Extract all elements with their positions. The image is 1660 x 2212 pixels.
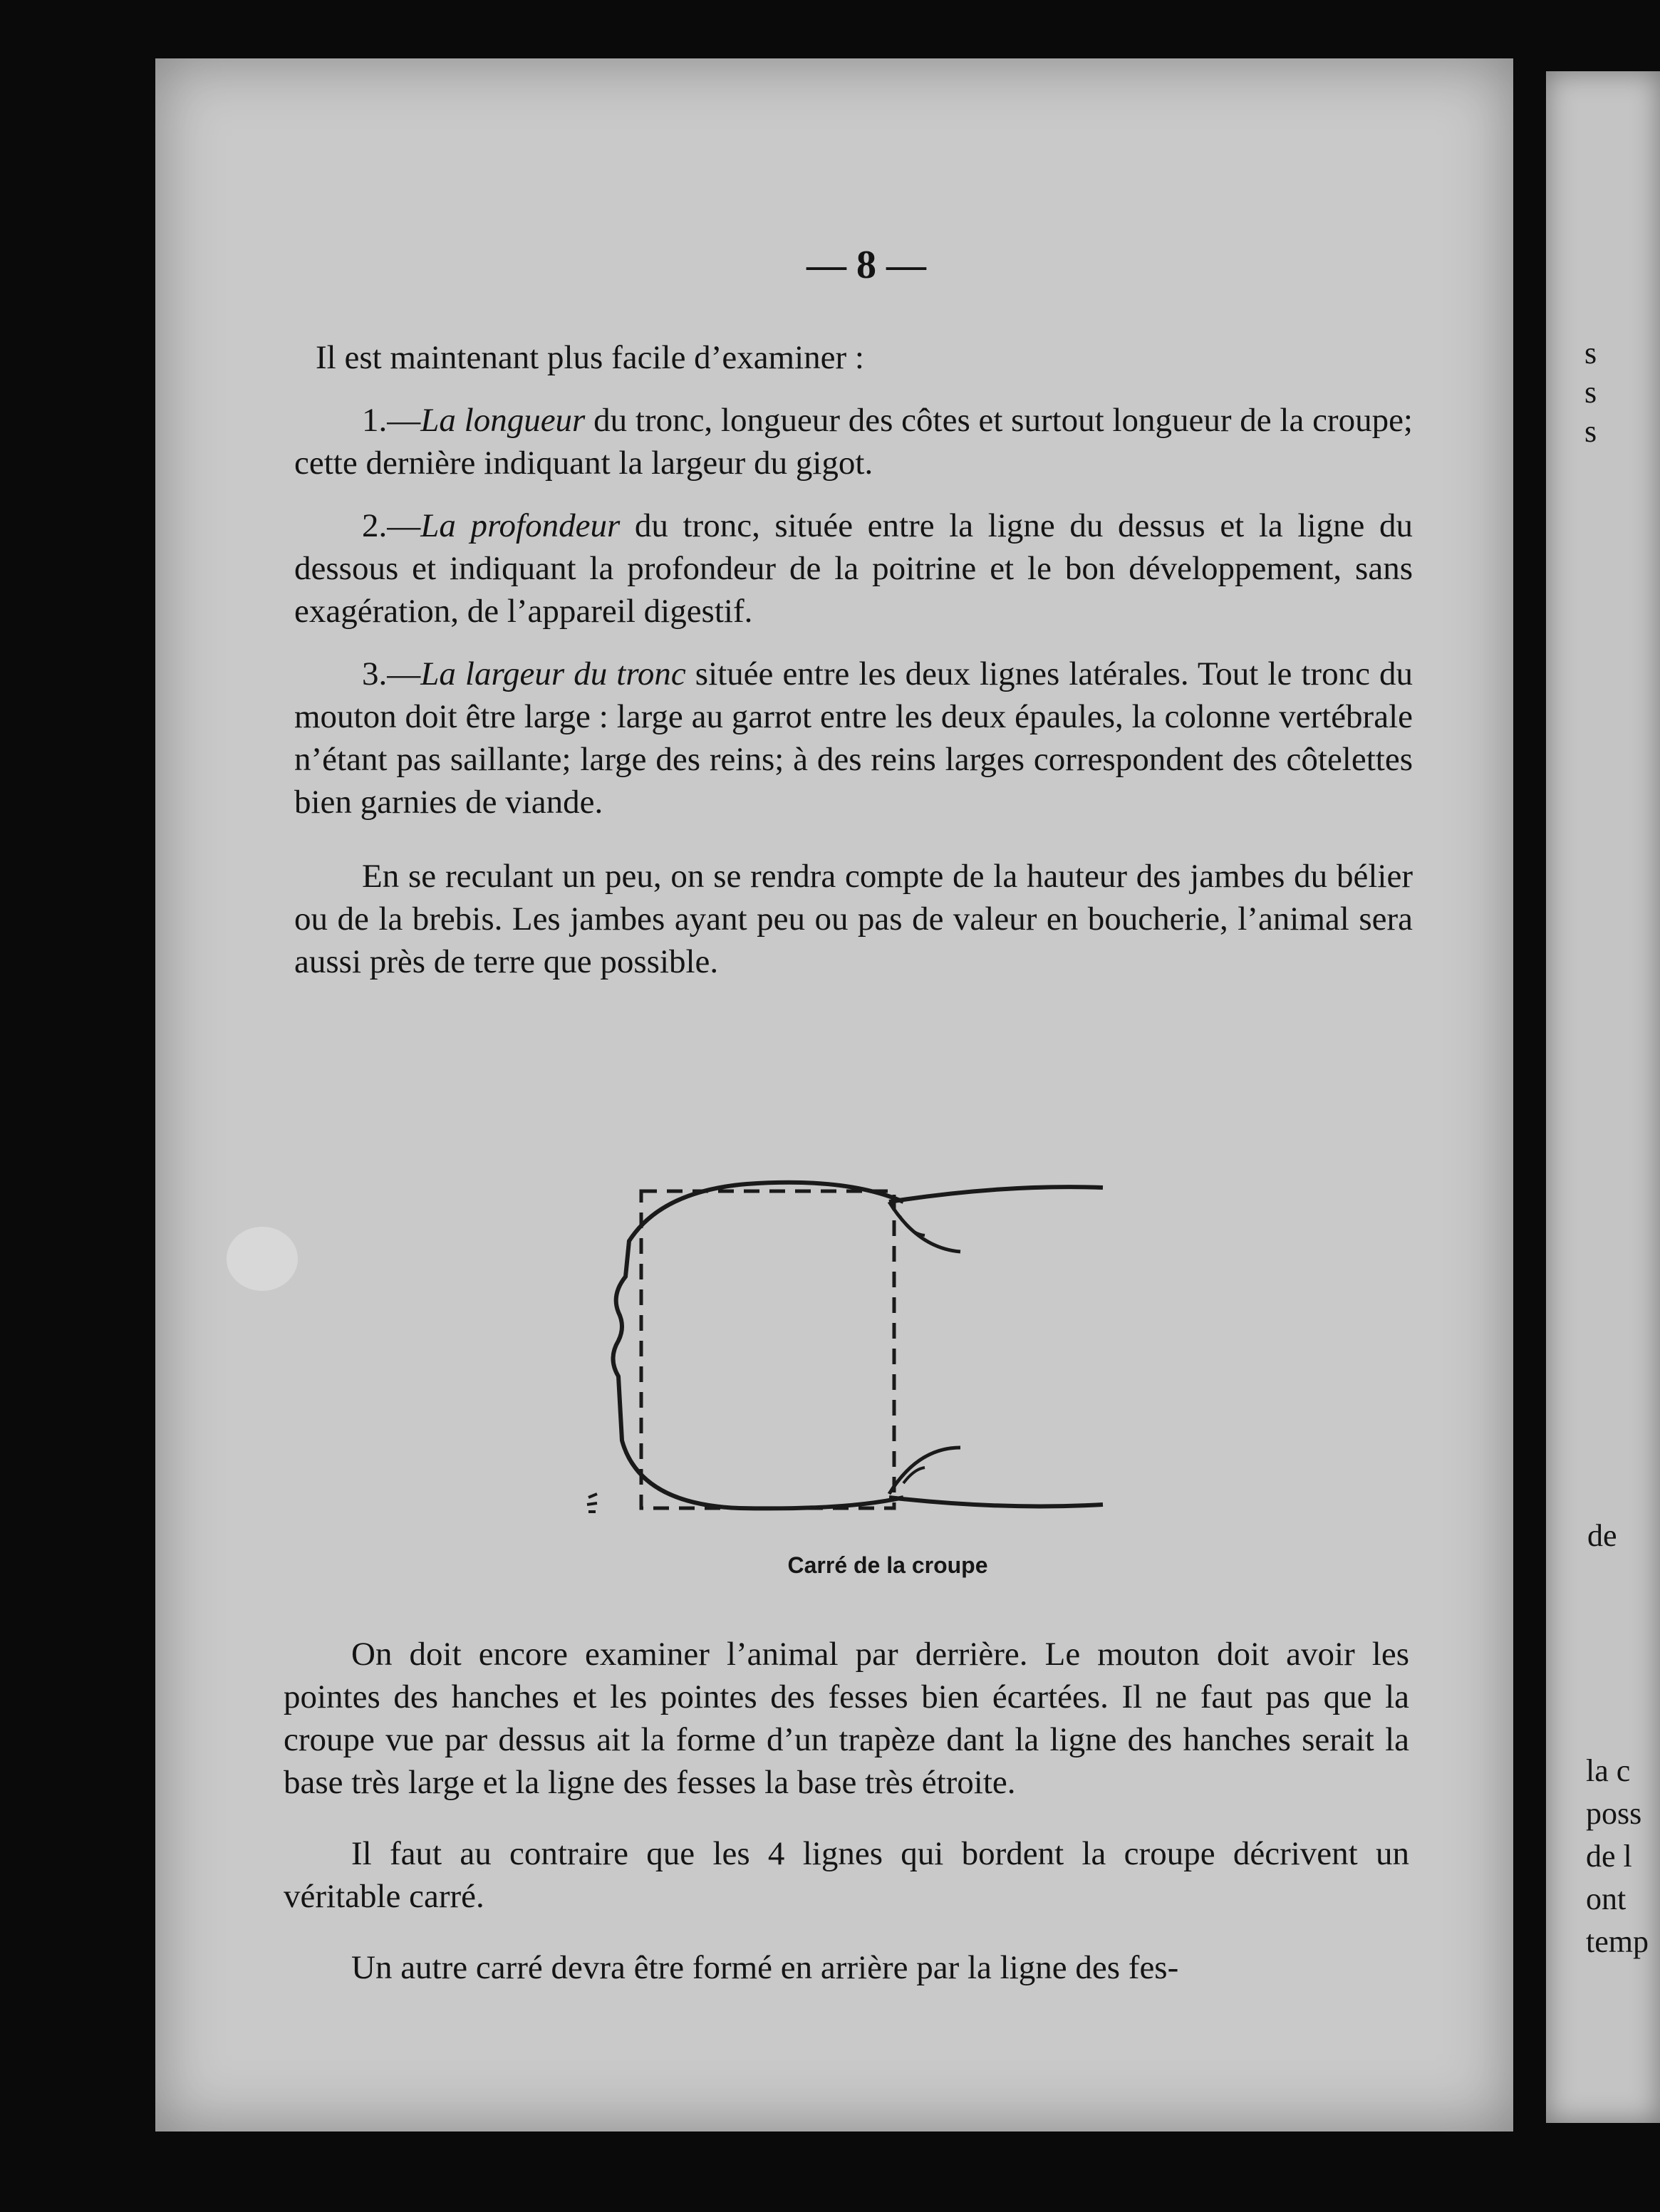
right-fragment: temp [1586, 1924, 1649, 1959]
figure-caption: Carré de la croupe [787, 1552, 988, 1578]
lower-hip-curve [889, 1448, 960, 1494]
tail-marks [587, 1494, 597, 1512]
body-text-bottom [284, 1633, 1409, 1989]
right-fragment: la c [1586, 1753, 1631, 1788]
paragraph-last: Un autre carré devra être formé en arrière par la ligne des fes- [351, 1949, 1179, 1986]
lower-leg-line [889, 1497, 1103, 1506]
right-fragment: de [1587, 1518, 1617, 1553]
upper-leg-line [889, 1187, 1103, 1202]
paper-blemish [227, 1227, 298, 1291]
croupe-square-figure [576, 1170, 1117, 1540]
item-1: 1.—La longueur du tronc, longueur des côtes et surtout longueur de la croupe; cette dernière indiquant la largeur du gigot. [294, 402, 1413, 482]
right-fragment: s [1584, 375, 1597, 410]
right-fragment: s [1584, 336, 1597, 370]
upper-hip-curve [889, 1202, 960, 1252]
item-2: 2.—La profondeur du tronc, située entre la ligne du dessus et la ligne du dessous et indiquant la profondeur de la poitrine et le bon développement, sans exagération, de l’appareil digestif. [294, 507, 1413, 630]
book-page-right-edge [1546, 71, 1660, 2123]
book-page-left [155, 58, 1513, 2131]
croupe-outline [613, 1183, 904, 1509]
item-3: 3.—La largeur du tronc située entre les deux lignes latérales. Tout le tronc du mouton doit être large : large au garrot entre les deux épaules, la colonne vertébrale n’étant pas saillante; large des reins; à des reins larges correspondent des côtelettes bien garnies de viande. [294, 655, 1413, 821]
paragraph-legs: En se reculant un peu, on se rendra compte de la hauteur des jambes du bélier ou de la brebis. Les jambes ayant peu ou pas de valeur en boucherie, l’animal sera aussi près de terre que possible. [294, 858, 1413, 980]
paragraph-rear: On doit encore examiner l’animal par derrière. Le mouton doit avoir les pointes des hanches et les pointes des fesses bien écartées. Il ne faut pas que la croupe vue par dessus ait la forme d’un trapèze dant la ligne des hanches serait la base très large et la ligne des fesses la base très étroite. [284, 1636, 1409, 1801]
right-fragment: de l [1586, 1839, 1632, 1874]
intro-line: Il est maintenant plus facile d’examiner : [316, 339, 864, 376]
dashed-square [641, 1191, 894, 1508]
right-fragment: ont [1586, 1881, 1627, 1916]
body-text-top [294, 336, 1413, 983]
paragraph-square: Il faut au contraire que les 4 lignes qui bordent la croupe décrivent un véritable carré. [284, 1835, 1409, 1915]
right-fragment: s [1584, 414, 1597, 449]
right-fragment: poss [1586, 1796, 1642, 1831]
page-number: — 8 — [806, 243, 926, 287]
